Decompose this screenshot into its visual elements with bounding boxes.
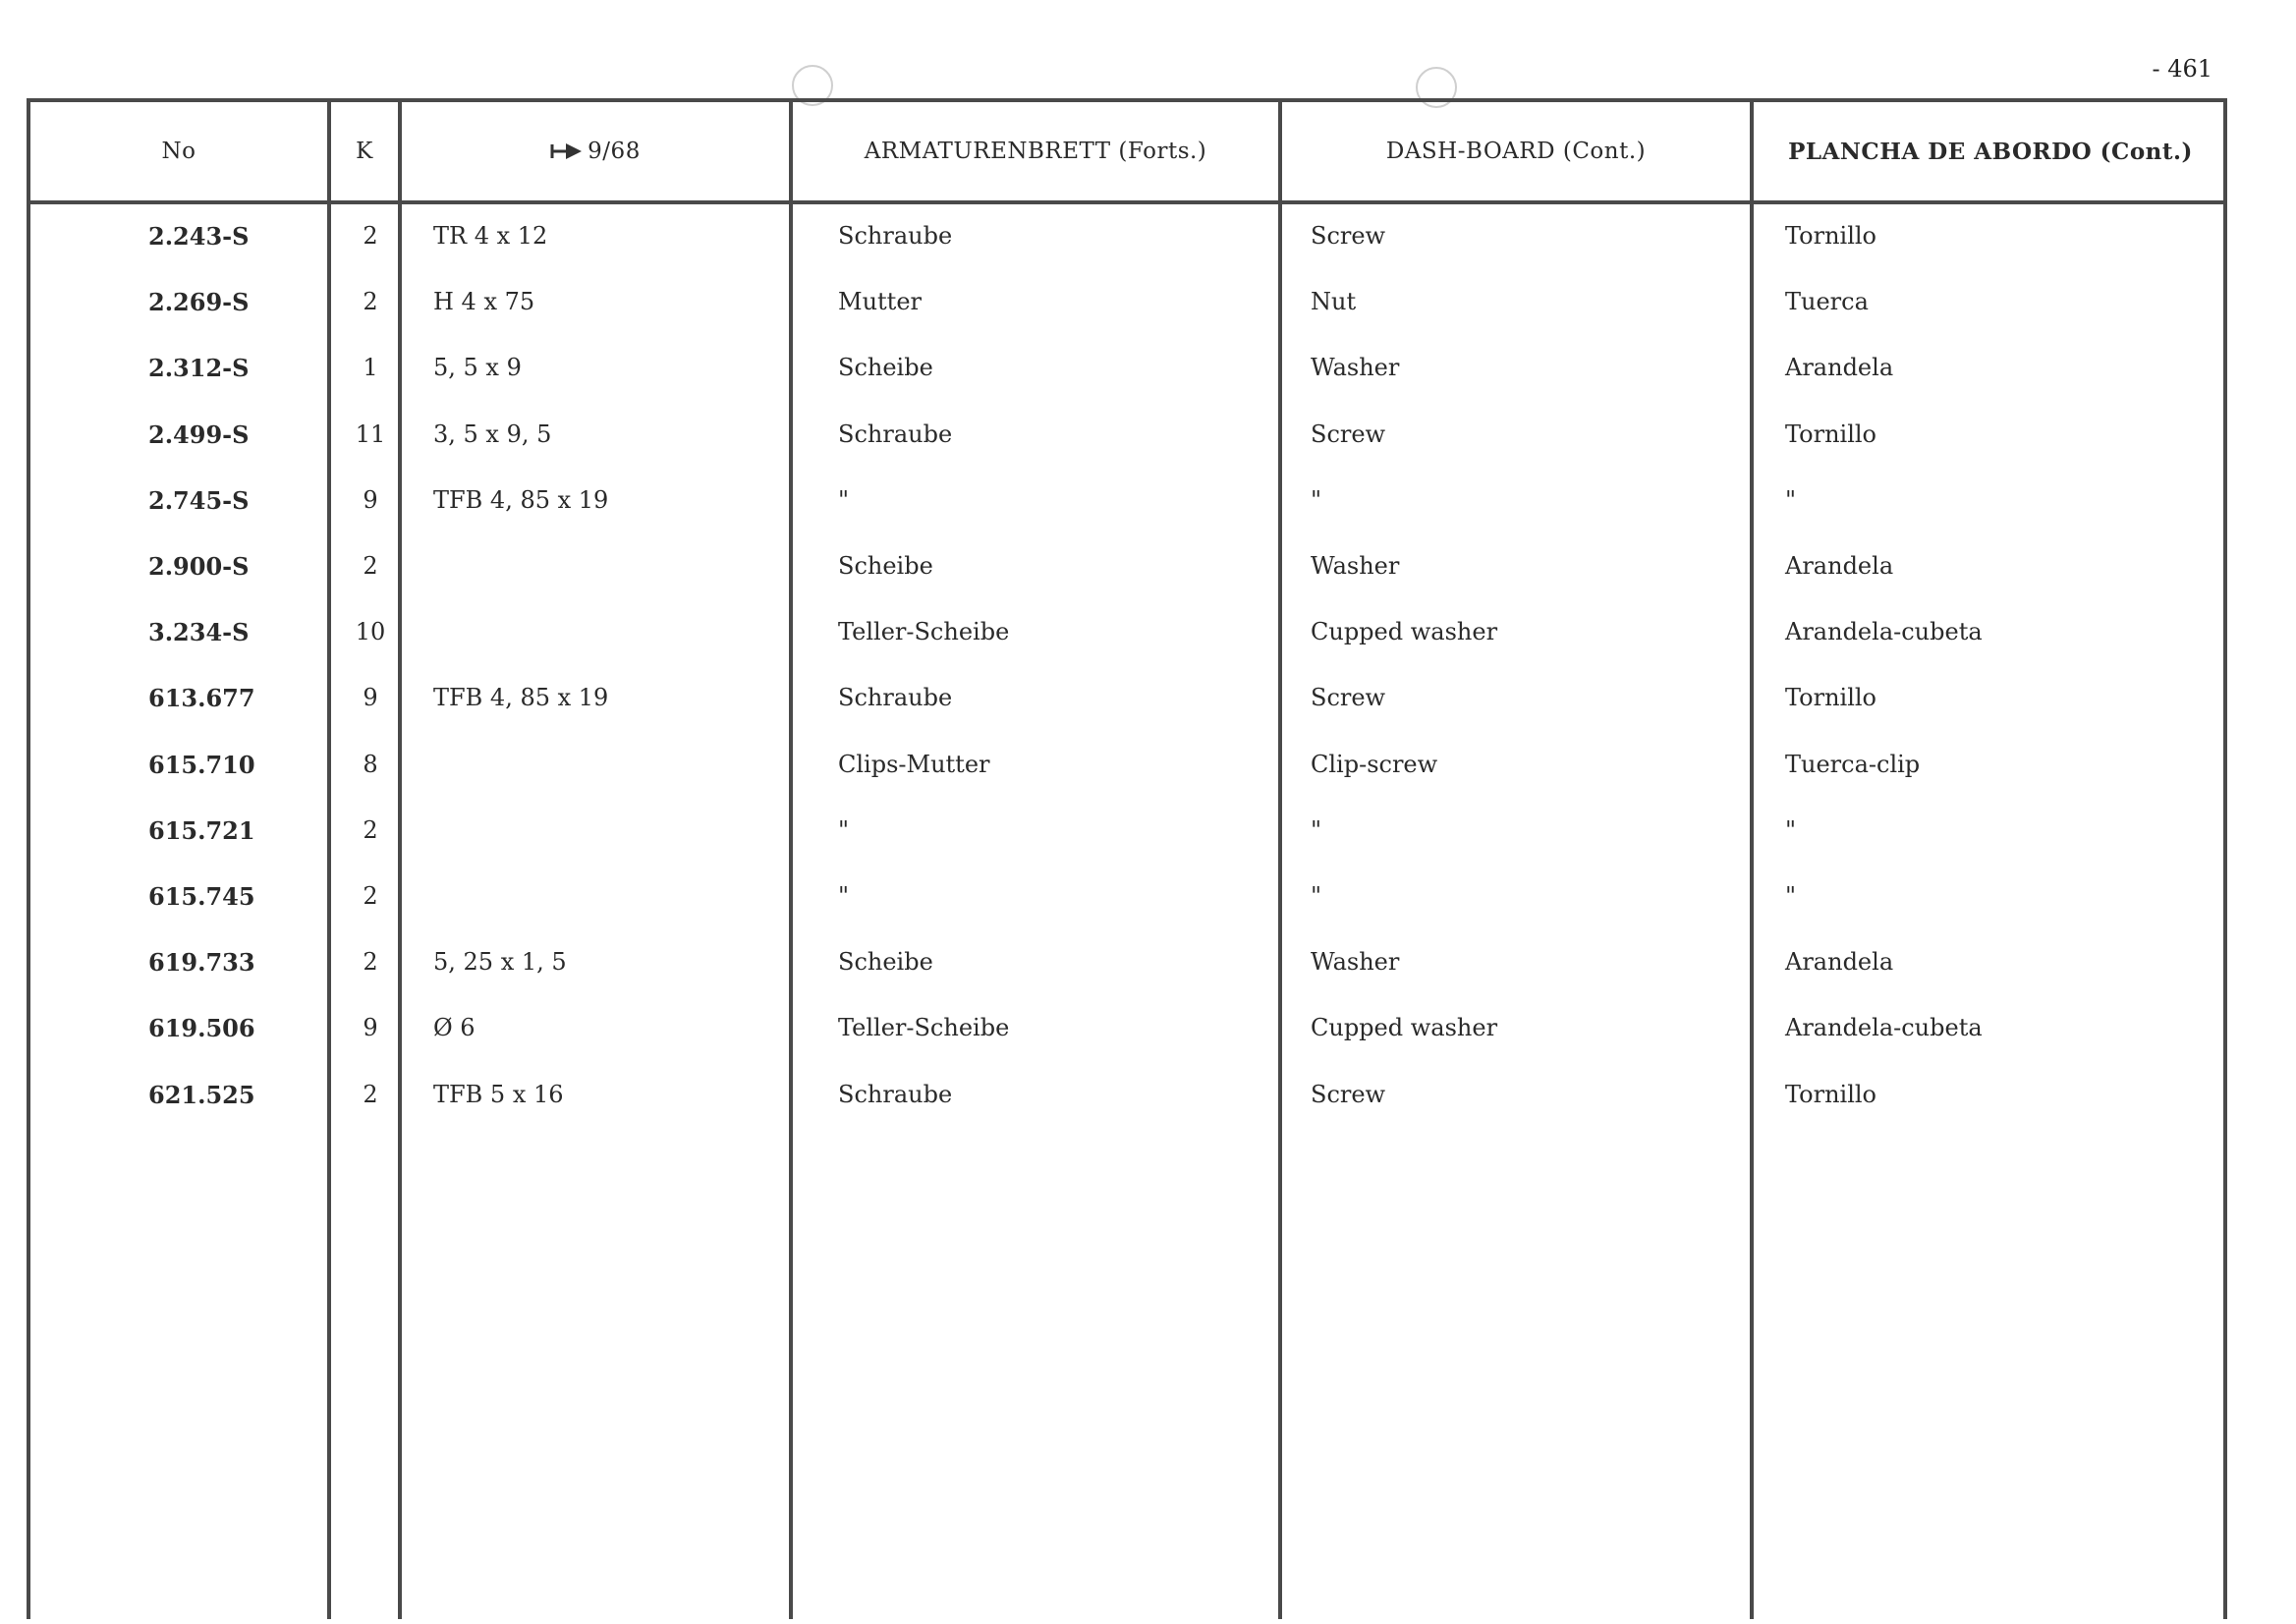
part-number: 2.312-S bbox=[148, 354, 250, 383]
part-number: 2.900-S bbox=[148, 552, 250, 581]
quantity: 2 bbox=[363, 222, 378, 250]
english-name: Screw bbox=[1311, 420, 1386, 448]
part-number: 2.499-S bbox=[148, 420, 250, 449]
german-name: Scheibe bbox=[838, 354, 933, 382]
spanish-name: Tornillo bbox=[1785, 684, 1876, 712]
quantity: 9 bbox=[363, 1014, 378, 1042]
english-name: Washer bbox=[1311, 354, 1400, 382]
part-number: 613.677 bbox=[148, 684, 255, 713]
english-name: " bbox=[1311, 815, 1322, 844]
quantity: 11 bbox=[355, 420, 386, 448]
table-row bbox=[30, 204, 2223, 269]
part-number: 2.269-S bbox=[148, 288, 250, 317]
english-name: Washer bbox=[1311, 948, 1400, 977]
english-name: Cupped washer bbox=[1311, 618, 1498, 646]
specification: TR 4 x 12 bbox=[433, 222, 548, 250]
quantity: 1 bbox=[363, 354, 378, 382]
german-name: Schraube bbox=[838, 420, 953, 448]
part-number: 615.745 bbox=[148, 882, 255, 911]
specification: 5, 25 x 1, 5 bbox=[433, 948, 567, 977]
table-row bbox=[30, 534, 2223, 599]
german-name: Clips-Mutter bbox=[838, 750, 990, 778]
table-row bbox=[30, 799, 2223, 864]
part-number: 621.525 bbox=[148, 1080, 255, 1109]
german-name: Teller-Scheibe bbox=[838, 1014, 1010, 1042]
spanish-name: " bbox=[1785, 882, 1797, 910]
table-row bbox=[30, 469, 2223, 533]
english-name: Screw bbox=[1311, 684, 1386, 712]
quantity: 10 bbox=[355, 618, 386, 646]
german-name: Scheibe bbox=[838, 552, 933, 580]
english-name: Clip-screw bbox=[1311, 750, 1438, 778]
german-name: Mutter bbox=[838, 288, 922, 316]
spanish-name: Arandela bbox=[1785, 552, 1894, 580]
spanish-name: Tuerca-clip bbox=[1785, 750, 1921, 778]
quantity: 8 bbox=[363, 750, 378, 778]
spanish-name: " bbox=[1785, 485, 1797, 514]
part-number: 615.721 bbox=[148, 815, 255, 845]
table-row bbox=[30, 270, 2223, 335]
specification: TFB 4, 85 x 19 bbox=[433, 485, 609, 514]
spanish-name: Tornillo bbox=[1785, 1080, 1876, 1108]
table-row bbox=[30, 733, 2223, 798]
spanish-name: Tornillo bbox=[1785, 222, 1876, 250]
english-name: Washer bbox=[1311, 552, 1400, 580]
table-row bbox=[30, 996, 2223, 1061]
part-number: 3.234-S bbox=[148, 618, 250, 647]
spanish-name: Arandela-cubeta bbox=[1785, 618, 1983, 646]
quantity: 9 bbox=[363, 684, 378, 712]
english-name: Cupped washer bbox=[1311, 1014, 1498, 1042]
spanish-name: Arandela bbox=[1785, 354, 1894, 382]
header-spec-label: 9/68 bbox=[588, 139, 641, 164]
german-name: " bbox=[838, 882, 850, 910]
quantity: 2 bbox=[363, 948, 378, 977]
spanish-name: Tornillo bbox=[1785, 420, 1876, 448]
header-spanish: PLANCHA DE ABORDO (Cont.) bbox=[1788, 138, 2193, 165]
german-name: Schraube bbox=[838, 222, 953, 250]
part-number: 2.745-S bbox=[148, 485, 250, 515]
specification: TFB 4, 85 x 19 bbox=[433, 684, 609, 712]
part-number: 619.506 bbox=[148, 1014, 255, 1043]
header-german: ARMATURENBRETT (Forts.) bbox=[864, 139, 1207, 164]
quantity: 2 bbox=[363, 288, 378, 316]
quantity: 2 bbox=[363, 1080, 378, 1108]
specification: 3, 5 x 9, 5 bbox=[433, 420, 552, 448]
table-row bbox=[30, 865, 2223, 929]
part-number: 619.733 bbox=[148, 948, 255, 978]
english-name: Screw bbox=[1311, 222, 1386, 250]
german-name: " bbox=[838, 485, 850, 514]
table-header bbox=[30, 102, 2223, 200]
german-name: Schraube bbox=[838, 1080, 953, 1108]
header-english: DASH-BOARD (Cont.) bbox=[1385, 139, 1647, 164]
table-row bbox=[30, 666, 2223, 731]
specification: Ø 6 bbox=[433, 1014, 476, 1042]
german-name: Scheibe bbox=[838, 948, 933, 977]
english-name: " bbox=[1311, 485, 1322, 514]
german-name: " bbox=[838, 815, 850, 844]
table-row bbox=[30, 930, 2223, 995]
spanish-name: Arandela bbox=[1785, 948, 1894, 977]
quantity: 2 bbox=[363, 552, 378, 580]
parts-table bbox=[27, 98, 2227, 1619]
quantity: 9 bbox=[363, 485, 378, 514]
quantity: 2 bbox=[363, 882, 378, 910]
header-no: No bbox=[161, 139, 196, 164]
header-k: K bbox=[356, 139, 373, 164]
part-number: 2.243-S bbox=[148, 222, 250, 251]
quantity: 2 bbox=[363, 815, 378, 844]
table-row bbox=[30, 336, 2223, 401]
specification: H 4 x 75 bbox=[433, 288, 535, 316]
table-row bbox=[30, 403, 2223, 468]
german-name: Teller-Scheibe bbox=[838, 618, 1010, 646]
english-name: Nut bbox=[1311, 288, 1357, 316]
page-number: - 461 bbox=[2152, 55, 2212, 83]
arrow-from-bar-icon bbox=[550, 141, 584, 161]
table-row bbox=[30, 600, 2223, 665]
spanish-name: " bbox=[1785, 815, 1797, 844]
specification: 5, 5 x 9 bbox=[433, 354, 522, 382]
english-name: " bbox=[1311, 882, 1322, 910]
spanish-name: Arandela-cubeta bbox=[1785, 1014, 1983, 1042]
table-row bbox=[30, 1063, 2223, 1128]
english-name: Screw bbox=[1311, 1080, 1386, 1108]
spanish-name: Tuerca bbox=[1785, 288, 1869, 316]
header-spec bbox=[402, 102, 789, 200]
specification: TFB 5 x 16 bbox=[433, 1080, 564, 1108]
part-number: 615.710 bbox=[148, 750, 255, 779]
german-name: Schraube bbox=[838, 684, 953, 712]
